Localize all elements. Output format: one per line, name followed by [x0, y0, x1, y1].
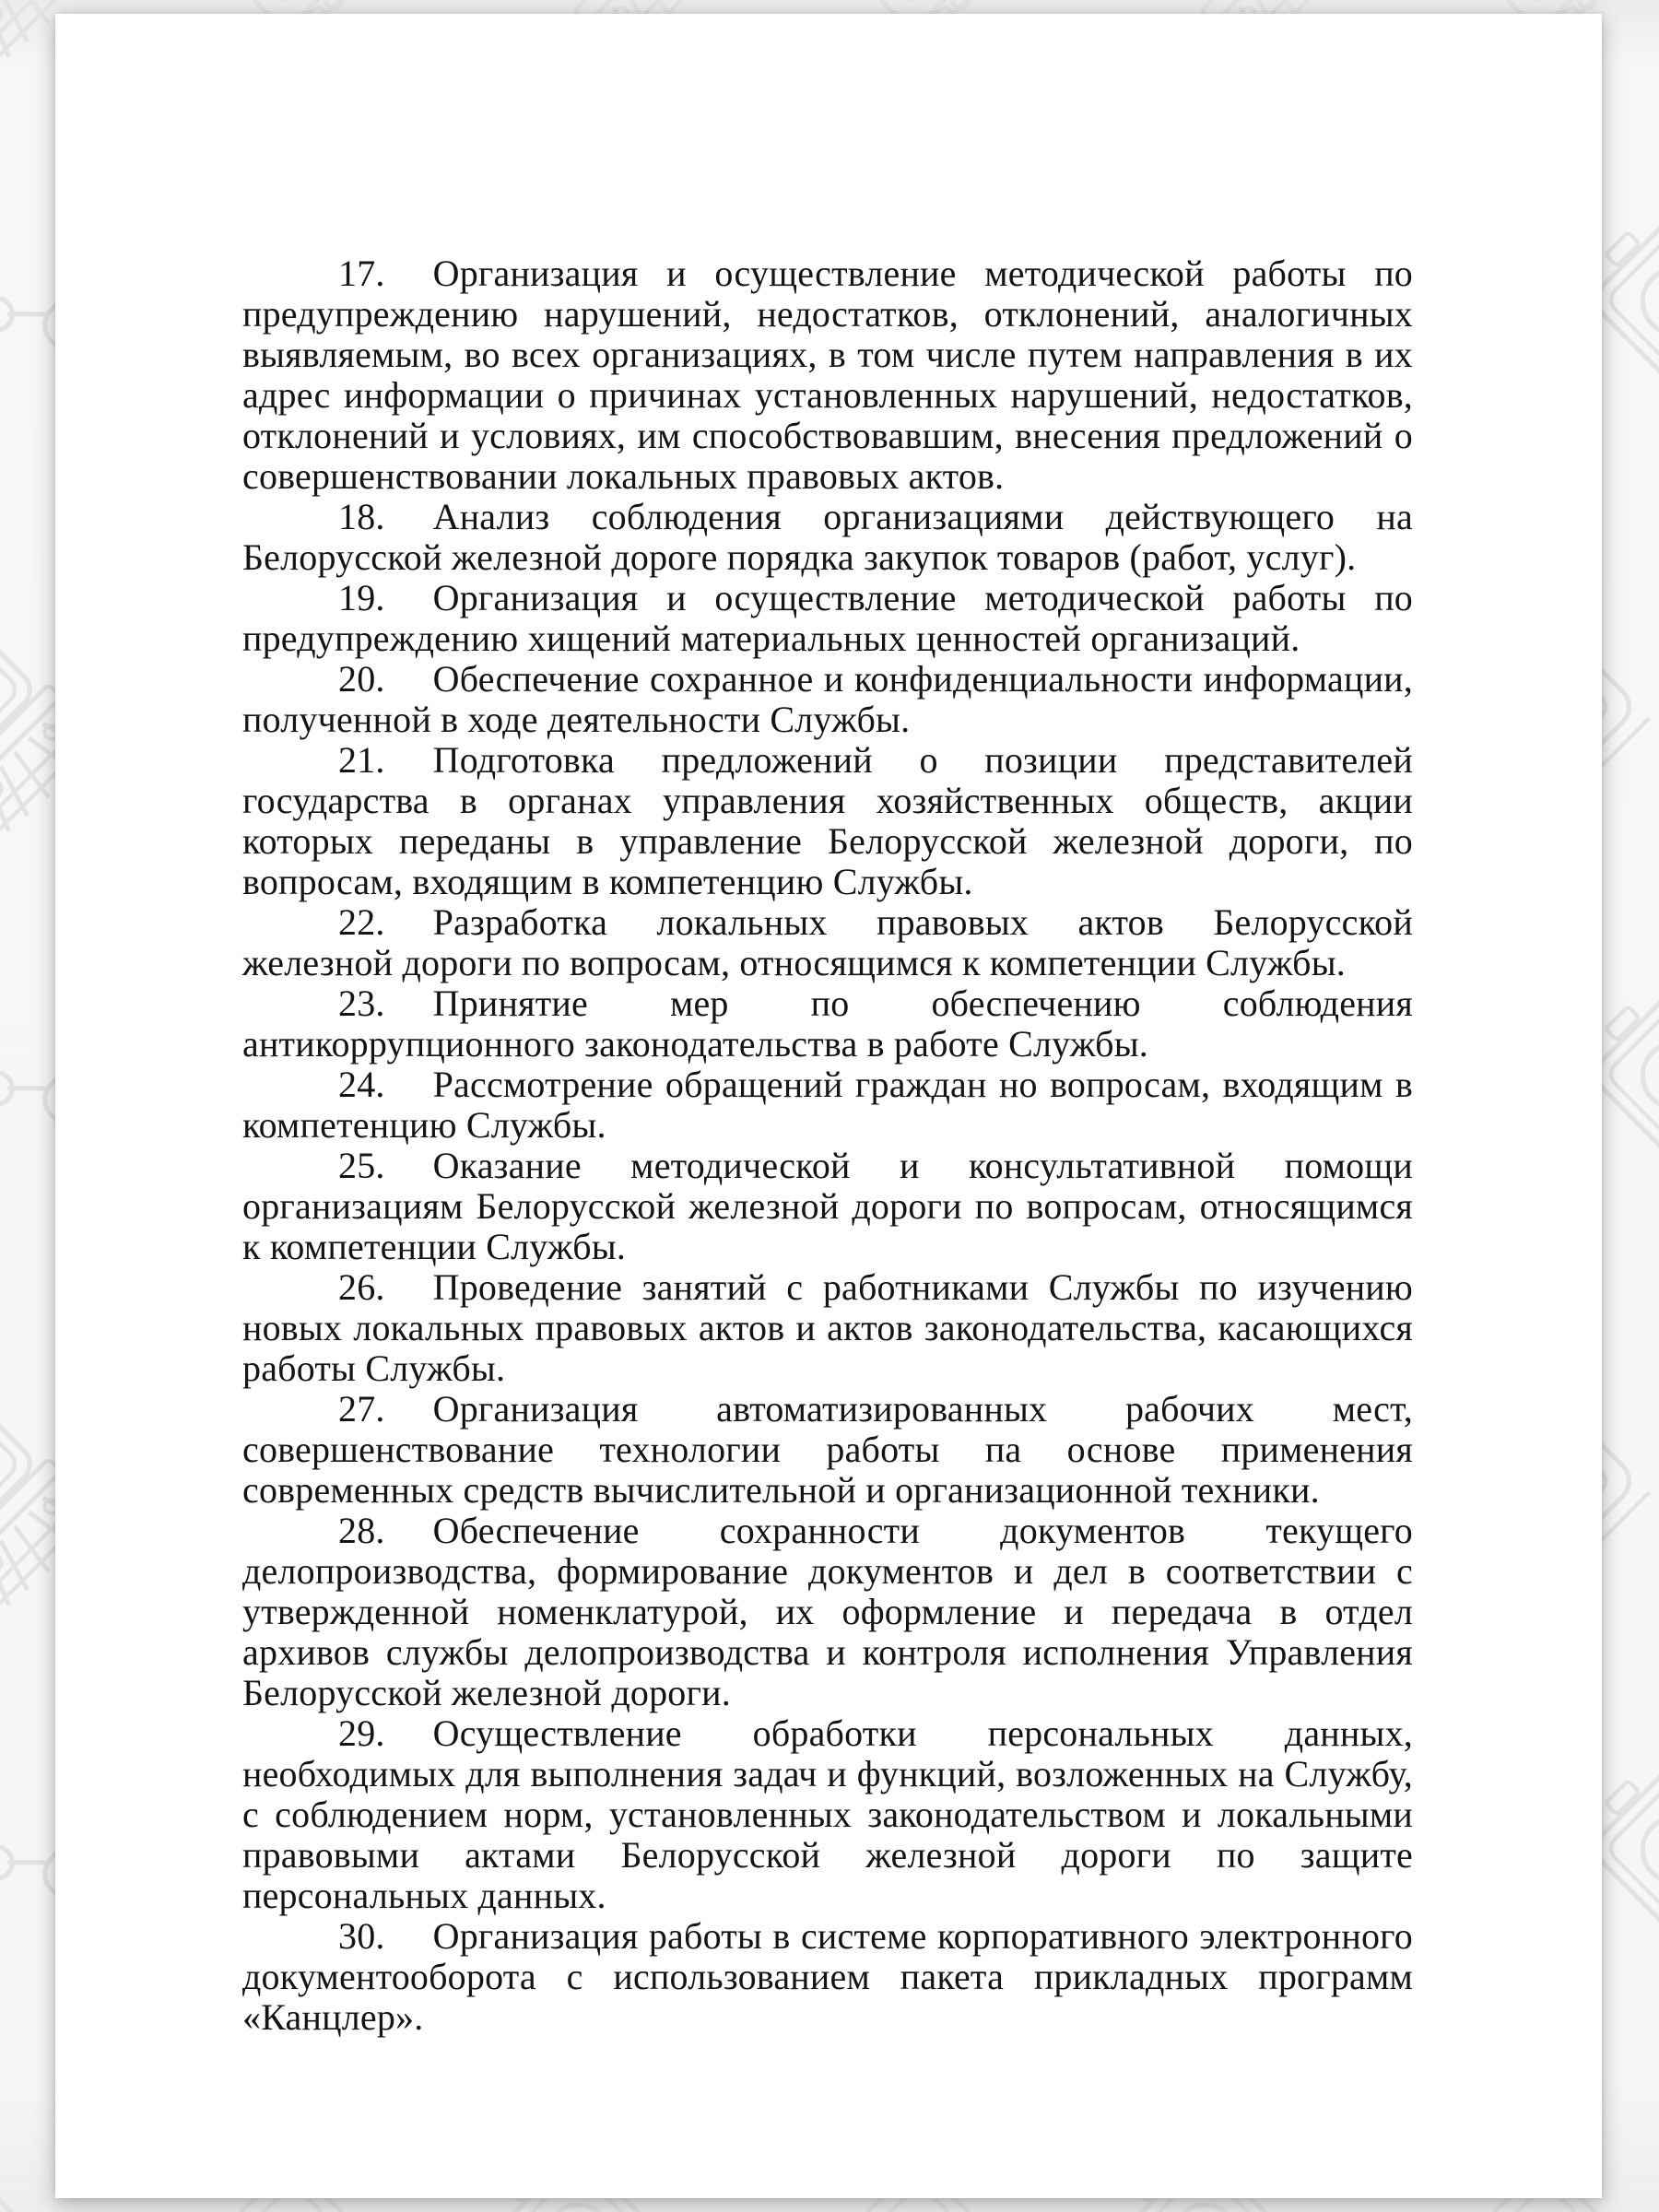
paragraph	[242, 740, 1413, 902]
paragraph	[242, 1065, 1413, 1146]
paragraph-text: Оказание методической и консультативной помощи организациям Белорусской железной дороги по вопросам, относящимся к компетенции Службы.	[242, 1145, 1413, 1267]
paragraph-text: Подготовка предложений о позиции представителей государства в органах управления хозяйственных обществ, акции которых переданы в управление Белорусской железной дороги, по вопросам, входящим в компетенцию Службы.	[242, 739, 1413, 902]
paragraph-text: Организация и осуществление методической работы по предупреждению нарушений, недостатков, отклонений, аналогичных выявляемым, во всех организациях, в том числе путем направления в их адрес информации о причинах установленных нарушений, недостатков, отклонений и условиях, им способствовавшим, внесения предложений о совершенствовании локальных правовых актов.	[242, 253, 1413, 497]
paragraph-number: 27.	[338, 1388, 385, 1430]
paragraph	[242, 659, 1413, 740]
paragraph-number: 18.	[338, 496, 385, 537]
paragraph-text: Организация работы в системе корпоративного электронного документооборота с использованием пакета прикладных программ «Канцлер».	[242, 1915, 1413, 2038]
paragraph	[242, 253, 1413, 497]
paragraph-number: 26.	[338, 1266, 385, 1308]
page-content	[242, 253, 1413, 2038]
paragraph-text: Разработка локальных правовых актов Белорусской железной дороги по вопросам, относящимся к компетенции Службы.	[242, 901, 1413, 983]
paragraph-text: Обеспечение сохранности документов текущего делопроизводства, формирование документов и дел в соответствии с утвержденной номенклатурой, их оформление и передача в отдел архивов службы делопроизводства и контроля исполнения Управления Белорусской железной дороги.	[242, 1510, 1413, 1713]
paragraph-text: Организация автоматизированных рабочих мест, совершенствование технологии работы па основе применения современных средств вычислительной и организационной техники.	[242, 1388, 1413, 1511]
paragraph	[242, 1713, 1413, 1916]
paragraph-text: Организация и осуществление методической работы по предупреждению хищений материальных ценностей организаций.	[242, 577, 1413, 659]
paragraph	[242, 497, 1413, 578]
paragraph-number: 25.	[338, 1145, 385, 1186]
paragraph-text: Рассмотрение обращений граждан но вопросам, входящим в компетенцию Службы.	[242, 1064, 1413, 1146]
paragraph-number: 23.	[338, 982, 385, 1024]
paragraph-text: Принятие мер по обеспечению соблюдения антикоррупционного законодательства в работе Службы.	[242, 982, 1413, 1065]
paragraph-number: 24.	[338, 1064, 385, 1105]
paragraph-number: 20.	[338, 658, 385, 700]
paragraph-text: Осуществление обработки персональных данных, необходимых для выполнения задач и функций, возложенных на Службу, с соблюдением норм, установленных законодательством и локальными правовыми актами Белорусской железной дороги по защите персональных данных.	[242, 1712, 1413, 1916]
paragraph-number: 28.	[338, 1510, 385, 1551]
paragraph	[242, 1267, 1413, 1389]
document-page	[55, 14, 1602, 2198]
paragraph-number: 17.	[338, 253, 385, 294]
paragraph	[242, 1511, 1413, 1713]
paragraph-text: Обеспечение сохранное и конфиденциальности информации, полученной в ходе деятельности Службы.	[242, 658, 1413, 740]
paragraph-number: 21.	[338, 739, 385, 781]
paragraph	[242, 578, 1413, 659]
paragraph	[242, 1146, 1413, 1267]
paragraph-number: 29.	[338, 1712, 385, 1754]
paragraph-text: Проведение занятий с работниками Службы по изучению новых локальных правовых актов и актов законодательства, касающихся работы Службы.	[242, 1266, 1413, 1389]
paragraph-text: Анализ соблюдения организациями действующего на Белорусской железной дороге порядка закупок товаров (работ, услуг).	[242, 496, 1413, 578]
paragraph-number: 30.	[338, 1915, 385, 1957]
paragraph	[242, 983, 1413, 1065]
paragraph	[242, 1389, 1413, 1511]
paragraph	[242, 902, 1413, 983]
paragraph-number: 22.	[338, 901, 385, 943]
paragraph-number: 19.	[338, 577, 385, 618]
paragraph	[242, 1916, 1413, 2038]
